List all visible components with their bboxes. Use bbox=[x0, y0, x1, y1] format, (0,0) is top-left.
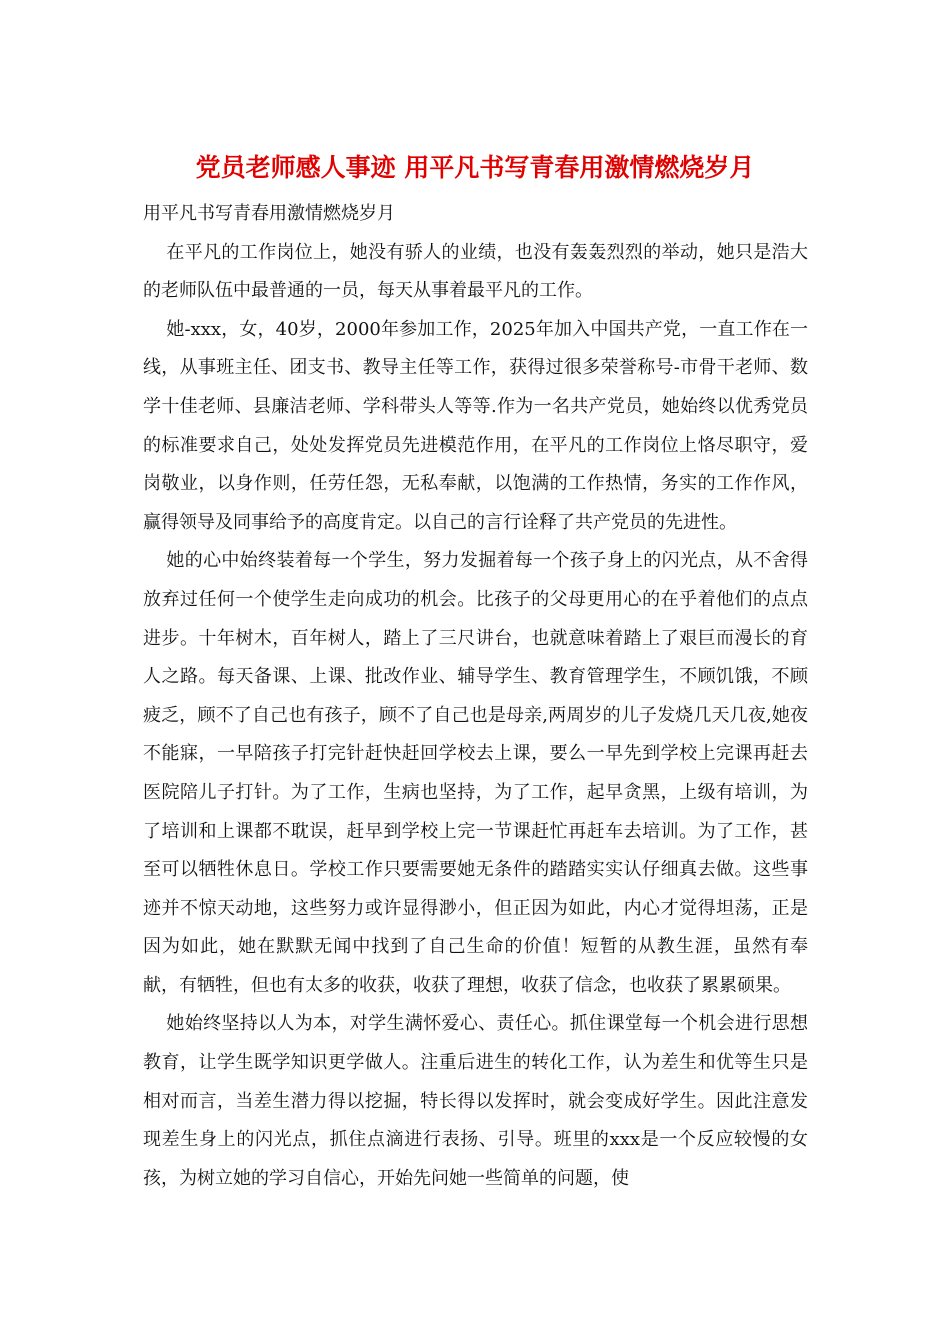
paragraph-2: 她-xxx，女，40岁，2000年参加工作，2025年加入中国共产党，一直工作在一线，从事班主任、团支书、教导主任等工作，获得过很多荣誉称号-市骨干老师、数学十佳老师、县廉洁老师、学科带头人等等.作为一名共产党员，她始终以优秀党员的标准要求自己，处处发挥党员先进模范作用，在平凡的工作岗位上恪尽职守，爱岗敬业，以身作则，任劳任怨，无私奉献，以饱满的工作热情，务实的工作作风，赢得领导及同事给予的高度肯定。以自己的言行诠释了共产党员的先进性。 bbox=[143, 318, 808, 533]
document-subtitle: 用平凡书写青春用激情燃烧岁月 bbox=[143, 203, 395, 224]
paragraph-1: 在平凡的工作岗位上，她没有骄人的业绩，也没有轰轰烈烈的举动，她只是浩大的老师队伍中最普通的一员，每天从事着最平凡的工作。 bbox=[143, 241, 808, 302]
paragraph-4: 她始终坚持以人为本，对学生满怀爱心、责任心。抓住课堂每一个机会进行思想教育，让学生既学知识更学做人。注重后进生的转化工作，认为差生和优等生只是相对而言，当差生潜力得以挖掘，特长得以发挥时，就会变成好学生。因此注意发现差生身上的闪光点，抓住点滴进行表扬、引导。班里的xxx是一个反应较慢的女孩，为树立她的学习自信心，开始先问她一些简单的问题，使 bbox=[143, 1013, 808, 1189]
paragraph-3: 她的心中始终装着每一个学生，努力发掘着每一个孩子身上的闪光点，从不舍得放弃过任何一个使学生走向成功的机会。比孩子的父母更用心的在乎着他们的点点进步。十年树木，百年树人，踏上了三尺讲台，也就意味着踏上了艰巨而漫长的育人之路。每天备课、上课、批改作业、辅导学生、教育管理学生，不顾饥饿，不顾疲乏，顾不了自己也有孩子，顾不了自己也是母亲,两周岁的儿子发烧几天几夜,她夜不能寐，一早陪孩子打完针赶快赶回学校去上课，要么一早先到学校上完课再赶去医院陪儿子打针。为了工作，生病也坚持，为了工作，起早贪黑，上级有培训，为了培训和上课都不耽误，赶早到学校上完一节课赶忙再赶车去培训。为了工作，甚至可以牺牲休息日。学校工作只要需要她无条件的踏踏实实认仔细真去做。这些事迹并不惊天动地，这些努力或许显得渺小，但正因为如此，内心才觉得坦荡，正是因为如此，她在默默无闻中找到了自己生命的价值！短暂的从教生涯，虽然有奉献，有牺牲，但也有太多的收获，收获了理想，收获了信念，也收获了累累硕果。 bbox=[143, 550, 808, 996]
document-body bbox=[143, 195, 808, 1198]
document-title: 党员老师感人事迹 用平凡书写青春用激情燃烧岁月 bbox=[195, 153, 755, 182]
